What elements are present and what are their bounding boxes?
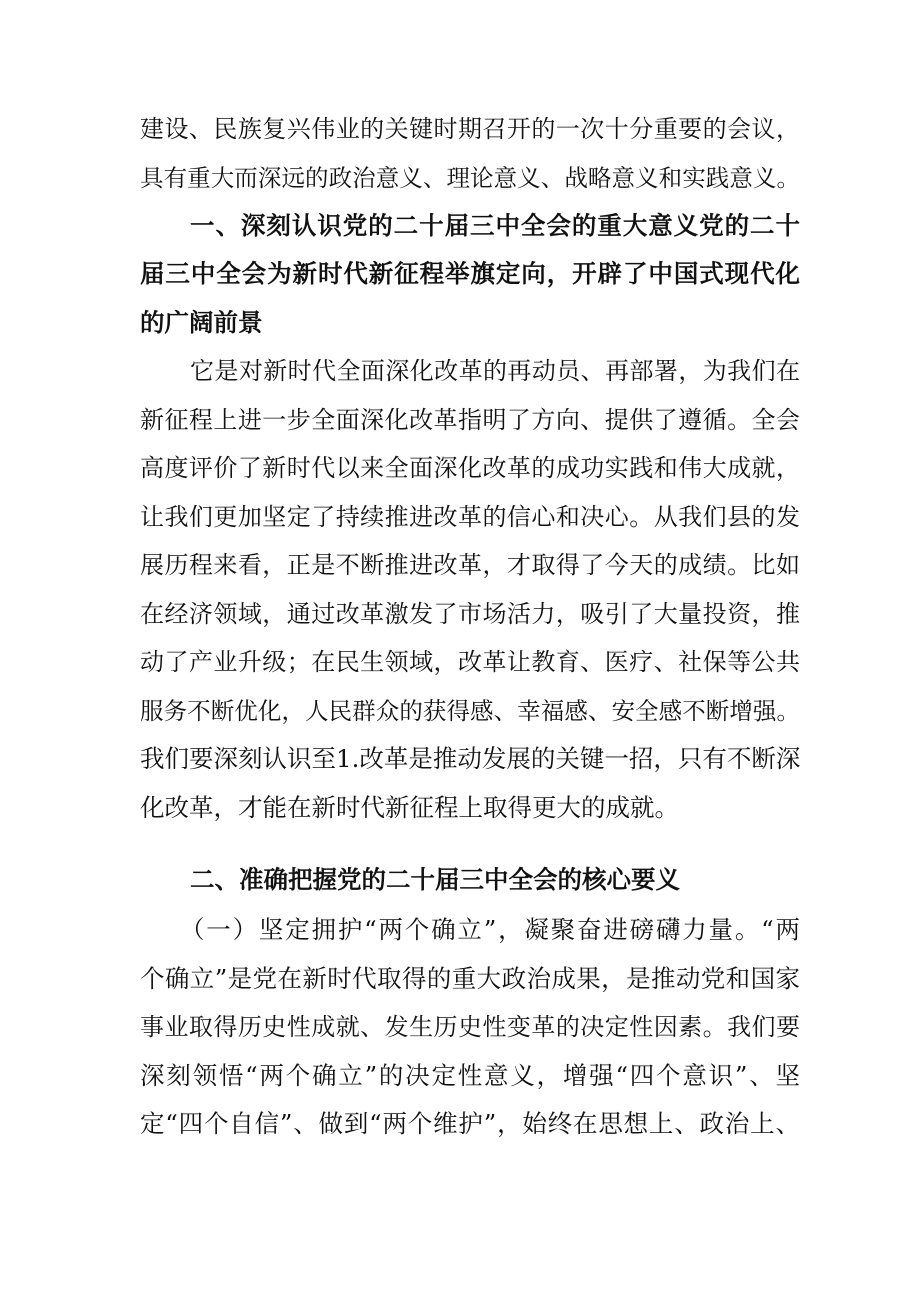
para-1-line-8: 服务不断优化，人民群众的获得感、幸福感、安全感不断增强。 (140, 697, 800, 725)
intro-line-1: 建设、民族复兴伟业的关键时期召开的一次十分重要的会议， (140, 115, 800, 143)
para-1-line-2: 新征程上进一步全面深化改革指明了方向、提供了遵循。全会 (140, 406, 800, 434)
para-1-line-5: 展历程来看，正是不断推进改革，才取得了今天的成绩。比如 (140, 551, 800, 579)
para-1-line-9: 我们要深刻认识至1.改革是推动发展的关键一招，只有不断深 (140, 744, 801, 773)
para-2-line-2: 个确立”是党在新时代取得的重大政治成果，是推动党和国家 (140, 964, 800, 993)
heading-1-line-1: 一、深刻认识党的二十届三中全会的重大意义党的二十 (190, 211, 800, 240)
para-1-line-4: 让我们更加坚定了持续推进改革的信心和决心。从我们县的发 (140, 503, 800, 531)
intro-line-2: 具有重大而深远的政治意义、理论意义、战略意义和实践意义。 (140, 164, 800, 192)
para-1-line-7: 动了产业升级；在民生领域，改革让教育、医疗、社保等公共 (140, 648, 800, 676)
heading-2: 二、准确把握党的二十届三中全会的核心要义 (190, 865, 680, 894)
para-2-line-5: 定“四个自信”、做到“两个维护”，始终在思想上、政治上、 (140, 1109, 800, 1138)
para-1-line-3: 高度评价了新时代以来全面深化改革的成功实践和伟大成就， (140, 454, 800, 482)
para-2-line-1: （一）坚定拥护“两个确立”，凝聚奋进磅礴力量。“两 (180, 915, 800, 944)
heading-1-line-2: 届三中全会为新时代新征程举旗定向，开辟了中国式现代化 (140, 259, 800, 288)
para-1-line-10: 化改革，才能在新时代新征程上取得更大的成就。 (140, 793, 679, 822)
para-1-line-1: 它是对新时代全面深化改革的再动员、再部署，为我们在 (190, 357, 800, 385)
para-2-line-4: 深刻领悟“两个确立”的决定性意义，增强“四个意识”、坚 (140, 1061, 800, 1090)
para-1-line-6: 在经济领域，通过改革激发了市场活力，吸引了大量投资，推 (140, 600, 800, 628)
para-2-line-3: 事业取得历史性成就、发生历史性变革的决定性因素。我们要 (140, 1013, 800, 1041)
heading-1-line-3: 的广阔前景 (140, 308, 263, 337)
